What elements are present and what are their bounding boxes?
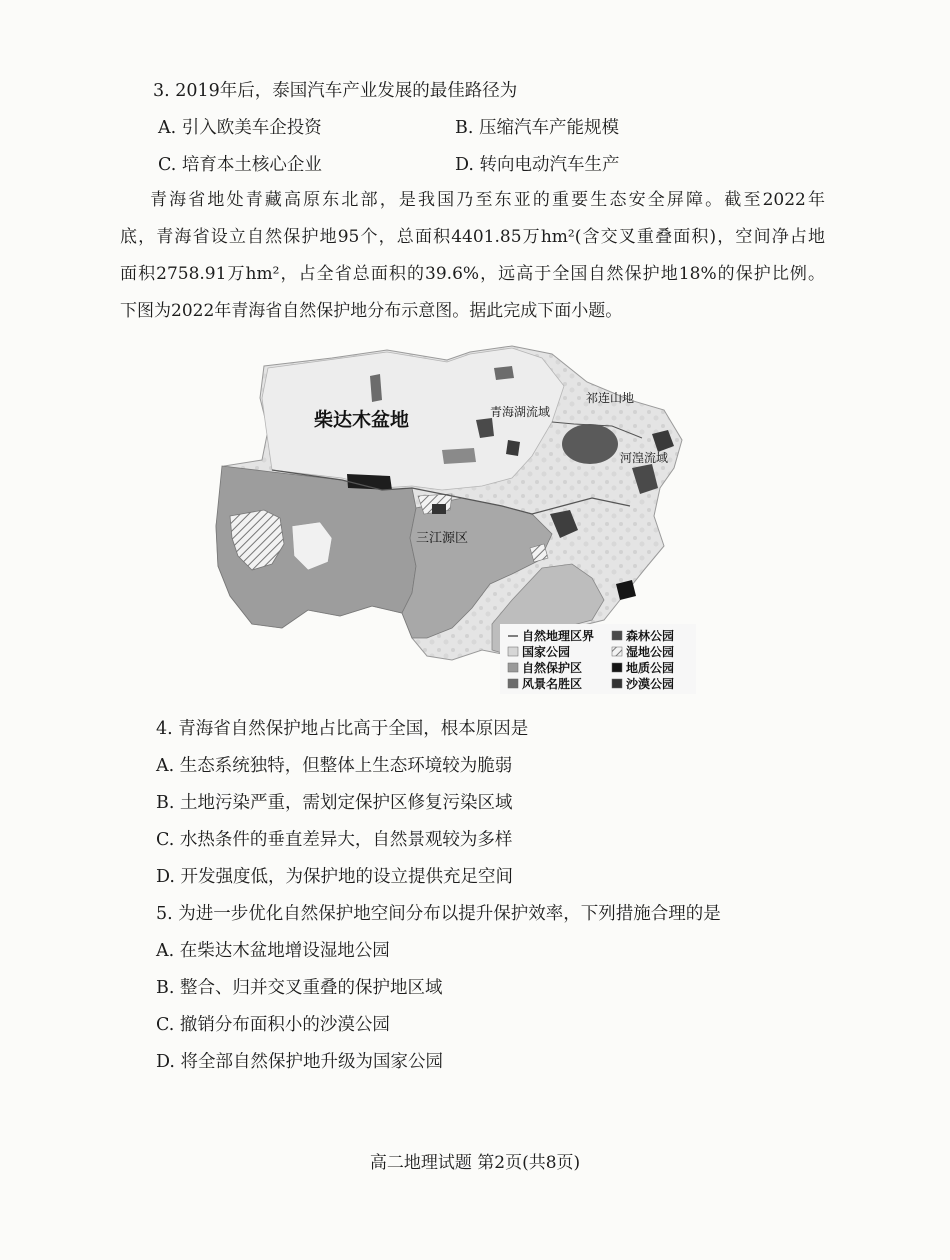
label-qinghai-lake: 青海湖流域	[490, 405, 551, 419]
q5-option-c: C. 撤销分布面积小的沙漠公园	[156, 1015, 390, 1035]
legend-swatch	[612, 647, 622, 656]
intro-line: 底，青海省设立自然保护地95个，总面积4401.85万hm²(含交叉重叠面积)，空间净占地	[120, 227, 825, 247]
q3-option-d: D. 转向电动汽车生产	[455, 155, 620, 175]
legend-swatch	[508, 663, 518, 672]
qinghai-protected-area-map	[212, 338, 702, 698]
qaidam-zone	[262, 348, 564, 490]
q3-option-a: A. 引入欧美车企投资	[158, 118, 322, 138]
label-huangshui: 河湟流域	[620, 451, 669, 465]
q3-option-c: C. 培育本土核心企业	[158, 155, 322, 175]
intro-line: 面积2758.91万hm²，占全省总面积的39.6%，远高于全国自然保护地18%的保护比例。	[120, 264, 825, 284]
q3-option-b: B. 压缩汽车产能规模	[455, 118, 619, 138]
q3-stem: 3. 2019年后，泰国汽车产业发展的最佳路径为	[153, 81, 518, 101]
q4-stem: 4. 青海省自然保护地占比高于全国，根本原因是	[156, 719, 529, 739]
q5-stem: 5. 为进一步优化自然保护地空间分布以提升保护效率，下列措施合理的是	[156, 904, 721, 924]
intro-line: 下图为2022年青海省自然保护地分布示意图。据此完成下面小题。	[120, 301, 623, 321]
q5-option-b: B. 整合、归并交叉重叠的保护地区域	[156, 978, 443, 998]
legend-label: 地质公园	[626, 661, 675, 675]
intro-paragraph	[120, 182, 825, 330]
legend-swatch	[508, 679, 518, 688]
legend-label: 自然保护区	[522, 661, 583, 675]
map-legend	[500, 624, 696, 694]
qinghai-lake	[562, 424, 618, 464]
label-qilian: 祁连山地	[586, 391, 635, 405]
legend-swatch	[612, 631, 622, 640]
intro-line: 青海省地处青藏高原东北部，是我国乃至东亚的重要生态安全屏障。截至2022年	[150, 190, 825, 210]
q5-option-a: A. 在柴达木盆地增设湿地公园	[156, 941, 390, 961]
legend-label: 自然地理区界	[522, 629, 595, 643]
legend-swatch	[508, 647, 518, 656]
scenic-area	[442, 448, 476, 464]
q4-option-a: A. 生态系统独特，但整体上生态环境较为脆弱	[156, 756, 513, 776]
q5-option-d: D. 将全部自然保护地升级为国家公园	[156, 1052, 444, 1072]
label-qaidam: 柴达木盆地	[314, 409, 410, 431]
scenic-area	[370, 374, 382, 402]
forest-park	[506, 440, 520, 456]
geo-park	[347, 474, 392, 490]
label-sanjiangyuan: 三江源区	[416, 531, 469, 546]
legend-swatch	[612, 663, 622, 672]
legend-swatch	[612, 679, 622, 688]
q4-option-d: D. 开发强度低，为保护地的设立提供充足空间	[156, 867, 514, 887]
scenic-area	[494, 366, 514, 380]
legend-label: 沙漠公园	[626, 677, 675, 691]
q4-option-b: B. 土地污染严重，需划定保护区修复污染区域	[156, 793, 513, 813]
q4-option-c: C. 水热条件的垂直差异大，自然景观较为多样	[156, 830, 513, 850]
desert-park	[432, 504, 446, 514]
legend-label: 湿地公园	[626, 645, 675, 659]
legend-label: 风景名胜区	[522, 677, 583, 691]
legend-label: 国家公园	[522, 645, 571, 659]
legend-label: 森林公园	[626, 629, 675, 643]
page-footer: 高二地理试题 第2页(共8页)	[369, 1153, 581, 1173]
